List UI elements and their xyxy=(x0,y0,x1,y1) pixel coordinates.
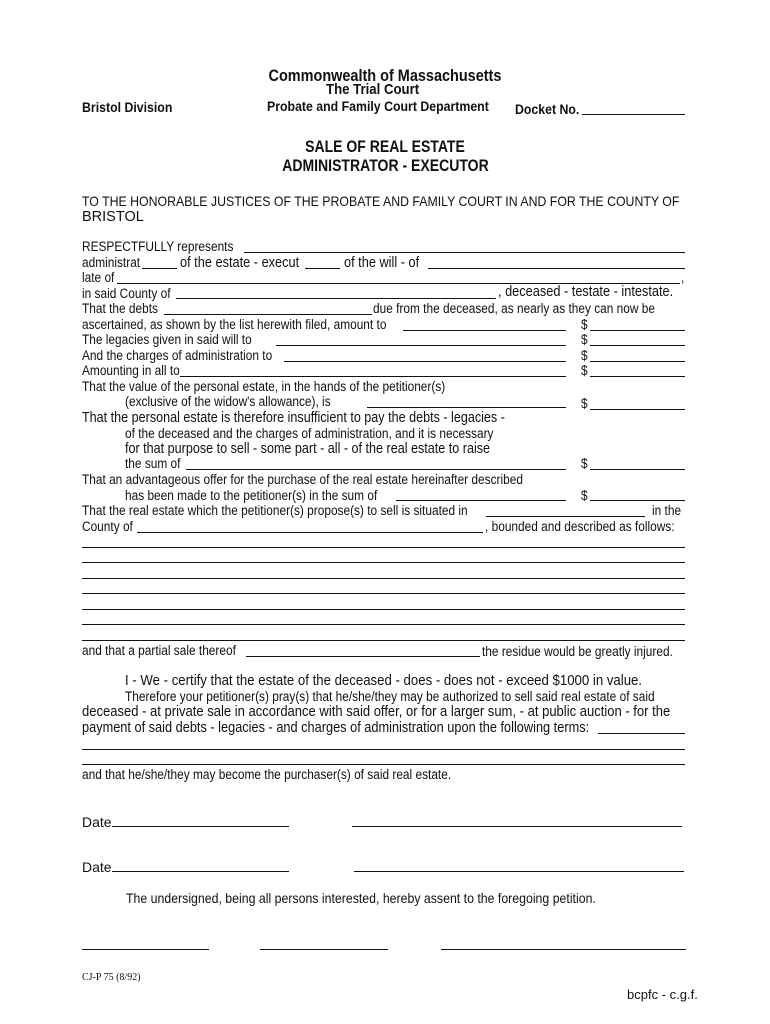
commonwealth-heading: Commonwealth of Massachusetts xyxy=(268,66,502,85)
late-of-comma: , xyxy=(681,270,685,285)
dollar-sign-personal: $ xyxy=(581,396,588,411)
situated-town-field[interactable] xyxy=(486,516,645,517)
assent-signature-line[interactable] xyxy=(260,949,388,950)
date-field[interactable] xyxy=(112,826,289,827)
description-line[interactable] xyxy=(82,562,685,563)
debts-text: That the debts xyxy=(82,301,158,316)
exclusive-text: (exclusive of the widow's allowance), is xyxy=(125,394,331,409)
form-code: bcpfc - c.g.f. xyxy=(627,987,698,1002)
will-of-text: of the will - of xyxy=(344,255,420,271)
petitioner-name-field[interactable] xyxy=(244,252,685,253)
charges-line[interactable] xyxy=(284,361,566,362)
dollar-sign-total: $ xyxy=(581,363,588,378)
description-line[interactable] xyxy=(82,593,685,594)
deceased-name-field[interactable] xyxy=(428,268,685,269)
personal-value-text: That the value of the personal estate, in the hands of the petitioner(s) xyxy=(82,379,446,394)
form-id: CJ-P 75 (8/92) xyxy=(82,972,141,983)
therefore-text: Therefore your petitioner(s) pray(s) that he/she/they may be authorized to sell said real estate of said xyxy=(125,689,655,704)
deceased-testate-text: , deceased - testate - intestate. xyxy=(498,284,674,300)
description-line[interactable] xyxy=(82,609,685,610)
legacies-text: The legacies given in said will to xyxy=(82,332,252,347)
offer-amount-field[interactable] xyxy=(590,500,685,501)
trial-court-heading: The Trial Court xyxy=(326,81,420,98)
address-line: TO THE HONORABLE JUSTICES OF THE PROBATE AND FAMILY COURT IN AND FOR THE COUNTY OF xyxy=(82,193,680,209)
docket-label: Docket No. xyxy=(515,101,580,117)
advantageous-text: That an advantageous offer for the purchase of the real estate hereinafter described xyxy=(82,472,523,487)
terms-line[interactable] xyxy=(82,749,685,750)
payment-text: payment of said debts - legacies - and charges of administration upon the following terms: xyxy=(82,720,590,736)
dollar-sign-debts: $ xyxy=(581,317,588,332)
description-line[interactable] xyxy=(82,578,685,579)
insufficient-text: That the personal estate is therefore insufficient to pay the debts - legacies - xyxy=(82,410,505,426)
partial-sale-text: and that a partial sale thereof xyxy=(82,643,236,658)
of-deceased-text: of the deceased and the charges of administration, and it is necessary xyxy=(125,426,494,441)
dollar-sign-legacies: $ xyxy=(581,332,588,347)
debts-field[interactable] xyxy=(164,314,372,315)
description-line[interactable] xyxy=(82,547,685,548)
assent-signature-line[interactable] xyxy=(82,949,209,950)
residue-text: the residue would be greatly injured. xyxy=(482,644,673,659)
county-name: BRISTOL xyxy=(82,209,144,225)
purchaser-text: and that he/she/they may become the purchaser(s) of said real estate. xyxy=(82,767,452,782)
debts-amount-line[interactable] xyxy=(403,330,566,331)
county-of-field[interactable] xyxy=(137,532,483,533)
certify-text: I - We - certify that the estate of the deceased - does - does not - exceed $1000 in value. xyxy=(125,672,643,689)
terms-line[interactable] xyxy=(82,764,685,765)
bounded-text: , bounded and described as follows: xyxy=(485,519,675,534)
late-of-text: late of xyxy=(82,270,115,285)
assent-text: The undersigned, being all persons interested, hereby assent to the foregoing petition. xyxy=(126,890,596,906)
debts-amount-field[interactable] xyxy=(590,330,685,331)
personal-value-field[interactable] xyxy=(590,409,685,410)
execut-suffix-field[interactable] xyxy=(305,268,340,269)
offer-line[interactable] xyxy=(396,500,566,501)
dollar-sign-sum: $ xyxy=(581,456,588,471)
situated-text: That the real estate which the petitioner(s) propose(s) to sell is situated in xyxy=(82,503,468,518)
sum-of-line[interactable] xyxy=(186,469,566,470)
in-the-text: in the xyxy=(652,503,682,518)
department-label: Probate and Family Court Department xyxy=(267,98,489,114)
description-line[interactable] xyxy=(82,640,685,641)
signature-line[interactable] xyxy=(354,871,684,872)
sum-amount-field[interactable] xyxy=(590,469,685,470)
description-line[interactable] xyxy=(82,624,685,625)
docket-number-field[interactable] xyxy=(582,114,685,115)
due-from-text: due from the deceased, as nearly as they can now be xyxy=(373,301,655,316)
has-been-made-text: has been made to the petitioner(s) in the sum of xyxy=(125,488,378,503)
legacies-amount-field[interactable] xyxy=(590,345,685,346)
total-amount-field[interactable] xyxy=(590,376,685,377)
in-said-county-field[interactable] xyxy=(176,298,496,299)
county-of-text: County of xyxy=(82,519,133,534)
date-label: Date xyxy=(82,859,112,875)
administrat-suffix-field[interactable] xyxy=(142,268,177,269)
signature-line[interactable] xyxy=(352,826,682,827)
charges-amount-field[interactable] xyxy=(590,361,685,362)
form-title-line2: ADMINISTRATOR - EXECUTOR xyxy=(281,157,489,175)
terms-field[interactable] xyxy=(598,733,685,734)
sum-of-text: the sum of xyxy=(125,456,181,471)
personal-value-line[interactable] xyxy=(367,407,566,408)
form-title-line1: SALE OF REAL ESTATE xyxy=(305,138,465,156)
amounting-line[interactable] xyxy=(180,376,566,377)
assent-signature-line[interactable] xyxy=(441,949,686,950)
private-sale-text: deceased - at private sale in accordance with said offer, or for a larger sum, - at public auction - for the xyxy=(82,704,671,720)
dollar-sign-charges: $ xyxy=(581,348,588,363)
division-label: Bristol Division xyxy=(82,99,173,115)
ascertained-text: ascertained, as shown by the list herewith filed, amount to xyxy=(82,317,387,332)
administrat-text: administrat xyxy=(82,255,141,270)
charges-text: And the charges of administration to xyxy=(82,348,273,363)
estate-execut-text: of the estate - execut xyxy=(180,255,300,271)
legacies-line[interactable] xyxy=(276,345,566,346)
dollar-sign-offer: $ xyxy=(581,488,588,503)
date-label: Date xyxy=(82,814,112,830)
for-purpose-text: for that purpose to sell - some part - all - of the real estate to raise xyxy=(125,441,491,457)
respectfully-text: RESPECTFULLY represents xyxy=(82,239,234,254)
date-field[interactable] xyxy=(112,871,289,872)
amounting-text: Amounting in all to xyxy=(82,363,180,378)
in-said-county-text: in said County of xyxy=(82,286,171,301)
partial-sale-field[interactable] xyxy=(246,656,480,657)
